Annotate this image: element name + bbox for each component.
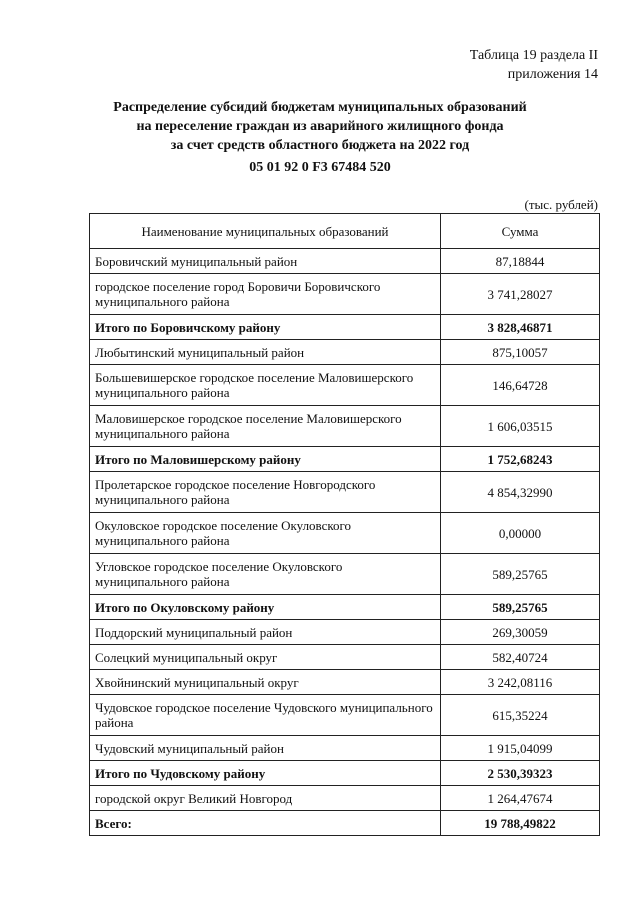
row-sum: 0,00000 — [441, 513, 600, 554]
row-sum: 875,10057 — [441, 340, 600, 365]
row-name: Итого по Чудовскому району — [90, 761, 441, 786]
table-row — [90, 472, 600, 513]
row-name: Солецкий муниципальный округ — [90, 645, 441, 670]
row-sum: 3 242,08116 — [441, 670, 600, 695]
row-name: Всего: — [90, 811, 441, 836]
row-name: городской округ Великий Новгород — [90, 786, 441, 811]
table-grand-total-row — [90, 811, 600, 836]
table-row — [90, 670, 600, 695]
row-name: Маловишерское городское поселение Маловишерского муниципального района — [90, 406, 441, 447]
table-total-row — [90, 761, 600, 786]
row-name: городское поселение город Боровичи Боровичского муниципального района — [90, 274, 441, 315]
row-name: Поддорский муниципальный район — [90, 620, 441, 645]
column-header-name: Наименование муниципальных образований — [90, 214, 441, 249]
row-name: Угловское городское поселение Окуловского муниципального района — [90, 554, 441, 595]
title-line-3: за счет средств областного бюджета на 2022 год — [170, 138, 470, 153]
units-label: (тыс. рублей) — [524, 197, 598, 212]
row-sum: 1 752,68243 — [441, 447, 600, 472]
row-sum: 615,35224 — [441, 695, 600, 736]
table-row — [90, 513, 600, 554]
row-name: Итого по Маловишерскому району — [90, 447, 441, 472]
ref-line-2: приложения 14 — [507, 67, 598, 82]
row-sum: 1 264,47674 — [441, 786, 600, 811]
row-name: Боровичский муниципальный район — [90, 249, 441, 274]
table-total-row — [90, 447, 600, 472]
column-header-sum: Сумма — [441, 214, 600, 249]
table-row — [90, 736, 600, 761]
row-name: Чудовский муниципальный район — [90, 736, 441, 761]
table-row — [90, 406, 600, 447]
table-row — [90, 554, 600, 595]
row-name: Итого по Боровичскому району — [90, 315, 441, 340]
row-name: Итого по Окуловскому району — [90, 595, 441, 620]
row-sum: 1 606,03515 — [441, 406, 600, 447]
ref-line-1: Таблица 19 раздела II — [469, 48, 598, 63]
row-sum: 19 788,49822 — [441, 811, 600, 836]
document-title — [0, 98, 640, 155]
table-row — [90, 249, 600, 274]
table-row — [90, 365, 600, 406]
row-name: Большевишерское городское поселение Маловишерского муниципального района — [90, 365, 441, 406]
row-name: Любытинский муниципальный район — [90, 340, 441, 365]
row-name: Пролетарское городское поселение Новгородского муниципального района — [90, 472, 441, 513]
table-row — [90, 645, 600, 670]
table-row — [90, 274, 600, 315]
table-row — [90, 695, 600, 736]
row-sum: 589,25765 — [441, 554, 600, 595]
row-name: Чудовское городское поселение Чудовского муниципального района — [90, 695, 441, 736]
table-total-row — [90, 315, 600, 340]
table-row — [90, 786, 600, 811]
row-sum: 3 741,28027 — [441, 274, 600, 315]
title-line-1: Распределение субсидий бюджетам муниципальных образований — [113, 100, 527, 115]
row-name: Окуловское городское поселение Окуловского муниципального района — [90, 513, 441, 554]
row-sum: 582,40724 — [441, 645, 600, 670]
row-sum: 1 915,04099 — [441, 736, 600, 761]
row-sum: 87,18844 — [441, 249, 600, 274]
table-total-row — [90, 595, 600, 620]
row-sum: 146,64728 — [441, 365, 600, 406]
row-sum: 269,30059 — [441, 620, 600, 645]
table-header-row — [90, 214, 600, 249]
row-sum: 4 854,32990 — [441, 472, 600, 513]
row-sum: 589,25765 — [441, 595, 600, 620]
row-sum: 3 828,46871 — [441, 315, 600, 340]
row-name: Хвойнинский муниципальный округ — [90, 670, 441, 695]
table-reference — [470, 46, 598, 84]
subsidy-table — [89, 213, 600, 836]
table-row — [90, 340, 600, 365]
budget-code: 05 01 92 0 F3 67484 520 — [249, 160, 391, 175]
title-line-2: на переселение граждан из аварийного жилищного фонда — [136, 119, 504, 134]
table-row — [90, 620, 600, 645]
row-sum: 2 530,39323 — [441, 761, 600, 786]
